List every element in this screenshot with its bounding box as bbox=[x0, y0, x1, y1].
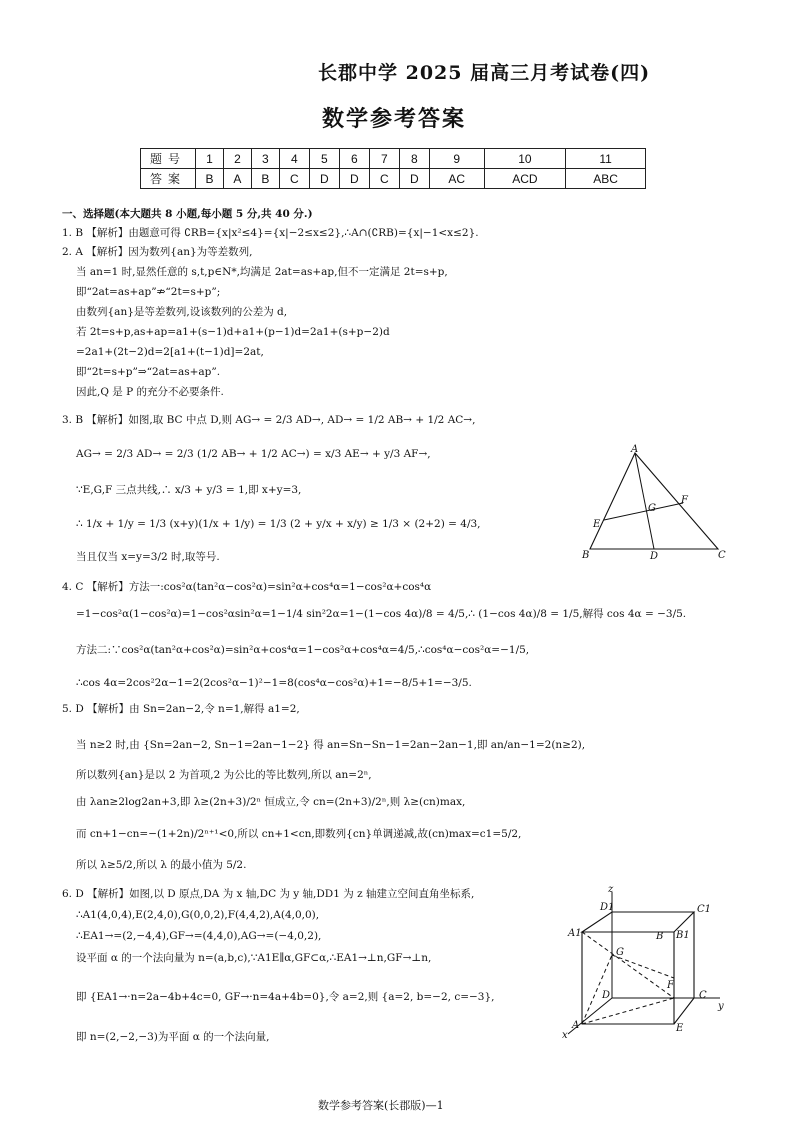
solution-line: 4. C 【解析】方法一:cos²α(tan²α−cos²α)=sin²α+cos⁴α=1−cos²α+cos⁴α bbox=[62, 581, 432, 593]
solution-line: 当 an=1 时,显然任意的 s,t,p∈N*,均满足 2at=as+ap,但不一定满足 2t=s+p, bbox=[76, 266, 448, 278]
question-number: 2 bbox=[223, 149, 251, 169]
question-number: 6 bbox=[339, 149, 369, 169]
answer-cell: A bbox=[223, 169, 251, 189]
page-subtitle: 数学参考答案 bbox=[322, 106, 467, 132]
label-z: z bbox=[608, 884, 614, 895]
segment-ef bbox=[604, 503, 683, 520]
label-c: C bbox=[699, 990, 707, 1001]
answer-table-number-row bbox=[141, 149, 646, 169]
answer-cell: AC bbox=[429, 169, 484, 189]
question-number: 3 bbox=[251, 149, 279, 169]
answer-cell: C bbox=[279, 169, 309, 189]
label-d1: D1 bbox=[600, 902, 615, 913]
question-number: 7 bbox=[369, 149, 399, 169]
question-number: 10 bbox=[484, 149, 566, 169]
row-label-number: 题号 bbox=[141, 149, 196, 169]
solution-line: 6. D 【解析】如图,以 D 原点,DA 为 x 轴,DC 为 y 轴,DD1 为 z 轴建立空间直角坐标系, bbox=[62, 888, 475, 900]
question-number: 1 bbox=[196, 149, 224, 169]
answer-cell: B bbox=[196, 169, 224, 189]
cube-bottom-right-edge bbox=[674, 998, 694, 1024]
answer-cell: D bbox=[339, 169, 369, 189]
answer-cell: D bbox=[309, 169, 339, 189]
solution-line: 而 cn+1−cn=−(1+2n)/2ⁿ⁺¹<0,所以 cn+1<cn,即数列{cn}单调递减,故(cn)max=c1=5/2, bbox=[76, 828, 522, 840]
solution-line: 所以数列{an}是以 2 为首项,2 为公比的等比数列,所以 an=2ⁿ, bbox=[76, 769, 372, 781]
triangle-figure bbox=[580, 445, 730, 563]
label-a: A bbox=[572, 1020, 580, 1031]
cube-front-face bbox=[582, 932, 674, 1024]
answer-cell: B bbox=[251, 169, 279, 189]
solution-line: 即“2t=s+p”⇒“2at=as+ap”. bbox=[76, 366, 221, 378]
solution-line: ∴ 1/x + 1/y = 1/3 (x+y)(1/x + 1/y) = 1/3 (2 + y/x + x/y) ≥ 1/3 × (2+2) = 4/3, bbox=[76, 518, 481, 530]
label-f: F bbox=[667, 980, 674, 991]
question-number: 4 bbox=[279, 149, 309, 169]
answer-table bbox=[140, 148, 646, 189]
solution-line: AG→ = 2/3 AD→ = 2/3 (1/2 AB→ + 1/2 AC→) = x/3 AE→ + y/3 AF→, bbox=[76, 448, 431, 460]
answer-table-answer-row bbox=[141, 169, 646, 189]
solution-line: 5. D 【解析】由 Sn=2an−2,令 n=1,解得 a1=2, bbox=[62, 703, 300, 715]
page-footer: 数学参考答案(长郡版)—1 bbox=[318, 1099, 444, 1112]
solution-line: 所以 λ≥5/2,所以 λ 的最小值为 5/2. bbox=[76, 859, 247, 871]
solution-line: 即“2at=as+ap”⇏“2t=s+p”; bbox=[76, 286, 221, 298]
page-title: 长郡中学 2025 届高三月考试卷(四) bbox=[318, 62, 651, 84]
solution-line: ∵E,G,F 三点共线,∴ x/3 + y/3 = 1,即 x+y=3, bbox=[76, 484, 302, 496]
label-g: G bbox=[648, 503, 656, 514]
label-a1: A1 bbox=[568, 928, 582, 939]
solution-line: 1. B 【解析】由题意可得 ∁RB={x|x²≤4}={x|−2≤x≤2},∴A∩(∁RB)={x|−1<x≤2}. bbox=[62, 227, 479, 239]
label-c: C bbox=[718, 550, 726, 561]
solution-line: 3. B 【解析】如图,取 BC 中点 D,则 AG→ = 2/3 AD→, AD→ = 1/2 AB→ + 1/2 AC→, bbox=[62, 414, 476, 426]
solution-line: 当且仅当 x=y=3/2 时,取等号. bbox=[76, 551, 220, 563]
solution-line: 若 2t=s+p,as+ap=a1+(s−1)d+a1+(p−1)d=2a1+(s+p−2)d bbox=[76, 326, 390, 338]
solution-line: 设平面 α 的一个法向量为 n=(a,b,c),∵A1E∥α,GF⊂α,∴EA1→⊥n,GF→⊥n, bbox=[76, 952, 432, 964]
solution-line: 由 λan≥2log2an+3,即 λ≥(2n+3)/2ⁿ 恒成立,令 cn=(2n+3)/2ⁿ,则 λ≥(cn)max, bbox=[76, 796, 466, 808]
solution-line: 由数列{an}是等差数列,设该数列的公差为 d, bbox=[76, 306, 288, 318]
question-number: 11 bbox=[566, 149, 646, 169]
solution-line: 2. A 【解析】因为数列{an}为等差数列, bbox=[62, 246, 253, 258]
solution-line: 方法二:∵cos²α(tan²α+cos²α)=sin²α+cos⁴α=1−cos²α+cos⁴α=4/5,∴cos⁴α−cos²α=−1/5, bbox=[76, 644, 530, 656]
solution-line: =2a1+(2t−2)d=2[a1+(t−1)d]=2at, bbox=[76, 346, 264, 358]
solution-line: 即 n=(2,−2,−3)为平面 α 的一个法向量, bbox=[76, 1031, 270, 1043]
label-x: x bbox=[562, 1030, 568, 1041]
label-e: E bbox=[593, 519, 601, 530]
solution-line: ∴EA1→=(2,−4,4),GF→=(4,4,0),AG→=(−4,0,2), bbox=[76, 930, 322, 942]
solution-line: ∴cos 4α=2cos²2α−1=2(2cos²α−1)²−1=8(cos⁴α−cos²α)+1=−8/5+1=−3/5. bbox=[76, 677, 472, 689]
label-b: B bbox=[656, 931, 664, 942]
segment-gf bbox=[612, 955, 674, 978]
label-g: G bbox=[616, 947, 624, 958]
cube-top-face bbox=[582, 912, 694, 932]
triangle-abc bbox=[590, 453, 718, 549]
question-number: 8 bbox=[399, 149, 429, 169]
label-f: F bbox=[681, 495, 688, 506]
label-b: B bbox=[582, 550, 590, 561]
question-number: 9 bbox=[429, 149, 484, 169]
label-y: y bbox=[718, 1001, 724, 1012]
label-a: A bbox=[631, 444, 639, 455]
label-d: D bbox=[650, 551, 659, 562]
solution-line: 当 n≥2 时,由 {Sn=2an−2, Sn−1=2an−1−2} 得 an=Sn−Sn−1=2an−2an−1,即 an/an−1=2(n≥2), bbox=[76, 739, 586, 751]
section-heading: 一、选择题(本大题共 8 小题,每小题 5 分,共 40 分.) bbox=[62, 208, 313, 220]
label-b1: B1 bbox=[676, 930, 690, 941]
row-label-answer: 答案 bbox=[141, 169, 196, 189]
answer-cell: D bbox=[399, 169, 429, 189]
label-c1: C1 bbox=[697, 904, 712, 915]
solution-line: ∴A1(4,0,4),E(2,4,0),G(0,0,2),F(4,4,2),A(4,0,0), bbox=[76, 909, 320, 921]
question-number: 5 bbox=[309, 149, 339, 169]
solution-line: =1−cos²α(1−cos²α)=1−cos²αsin²α=1−1/4 sin²2α=1−(1−cos 4α)/8 = 4/5,∴ (1−cos 4α)/8 = 1/5,解得 cos 4α = −3/5. bbox=[76, 608, 687, 620]
median-ad bbox=[635, 453, 654, 549]
solution-line: 因此,Q 是 P 的充分不必要条件. bbox=[76, 386, 224, 398]
label-e: E bbox=[676, 1023, 684, 1034]
answer-cell: ABC bbox=[566, 169, 646, 189]
cube-figure bbox=[560, 884, 740, 1041]
answer-cell: ACD bbox=[484, 169, 566, 189]
solution-line: 即 {EA1→·n=2a−4b+4c=0, GF→·n=4a+4b=0},令 a=2,则 {a=2, b=−2, c=−3}, bbox=[76, 991, 495, 1003]
label-d: D bbox=[602, 990, 611, 1001]
answer-cell: C bbox=[369, 169, 399, 189]
